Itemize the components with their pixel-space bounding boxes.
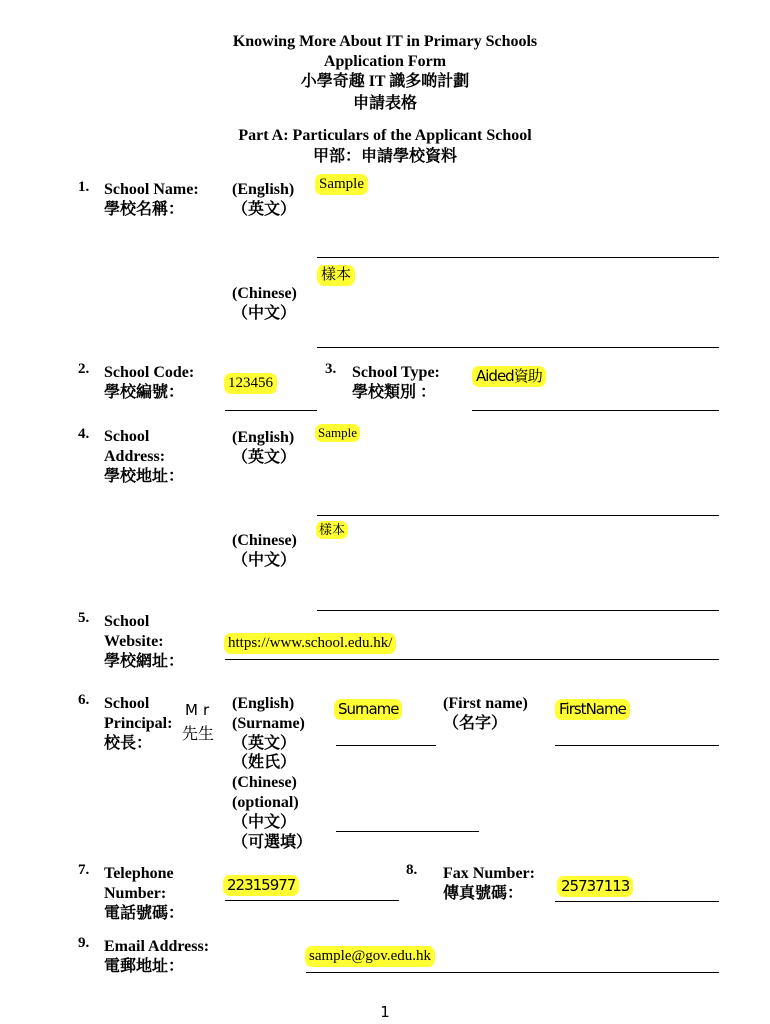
q5-label-en-2: Website:	[104, 633, 164, 650]
q9-number: 9.	[78, 935, 90, 951]
q6-first-name-label	[443, 694, 528, 734]
q4-label-zh: 學校地址：	[104, 468, 185, 485]
q7-label	[104, 864, 184, 924]
q9-label-zh: 電郵地址：	[104, 958, 185, 975]
q4-number: 4.	[78, 426, 90, 442]
q6-label-en-1: School	[104, 695, 150, 712]
q7-number: 7.	[78, 862, 90, 878]
form-title-en: Knowing More About IT in Primary Schools	[232, 33, 538, 50]
q4-label	[104, 427, 184, 487]
q6-chinese-label-zh: （中文）	[232, 813, 297, 831]
q1-label	[104, 180, 199, 220]
part-heading-zh: 甲部：申請學校資料	[312, 148, 457, 165]
q8-number: 8.	[406, 862, 418, 878]
q6-surname-label: (Surname)	[232, 714, 305, 732]
q6-optional-label: (optional)	[232, 793, 299, 811]
school-type-value[interactable]: Aided資助	[472, 366, 546, 387]
q4-chinese-label-en: (Chinese)	[232, 532, 297, 549]
q1-english-label	[232, 180, 296, 220]
principal-chinese-name-field[interactable]	[336, 831, 479, 832]
page-number: 1	[380, 1003, 390, 1021]
q6-chinese-label: (Chinese)	[232, 774, 297, 792]
q4-english-label	[232, 428, 296, 468]
q1-chinese-label-zh: （中文）	[232, 305, 297, 322]
q1-label-zh: 學校名稱：	[104, 201, 185, 218]
q6-english-label-zh: （英文）	[232, 734, 297, 752]
school-address-chinese-value[interactable]: 樣本	[316, 521, 348, 539]
telephone-value[interactable]: 22315977	[223, 875, 299, 896]
school-address-chinese-field[interactable]	[317, 610, 719, 611]
school-website-field[interactable]	[225, 659, 719, 660]
principal-surname-field[interactable]	[336, 745, 436, 746]
q2-label-zh: 學校編號：	[104, 384, 185, 401]
q5-number: 5.	[78, 610, 90, 626]
part-heading-en: Part A: Particulars of the Applicant School	[238, 127, 532, 144]
school-code-value[interactable]: 123456	[224, 373, 277, 394]
q6-number: 6.	[78, 692, 90, 708]
q5-label-en-1: School	[104, 613, 150, 630]
q3-label-en: School Type:	[352, 364, 440, 381]
fax-field[interactable]	[555, 901, 719, 902]
q3-number: 3.	[325, 361, 337, 377]
q6-label	[104, 694, 172, 754]
principal-first-name-field[interactable]	[555, 745, 719, 746]
email-value[interactable]: sample@gov.edu.hk	[305, 946, 435, 967]
q9-label-en: Email Address:	[104, 938, 210, 955]
q6-first-name-label-zh: （名字）	[443, 715, 508, 732]
school-code-field[interactable]	[225, 410, 317, 411]
q1-number: 1.	[78, 179, 90, 195]
q8-label	[443, 864, 535, 904]
q4-chinese-label-zh: （中文）	[232, 552, 297, 569]
q1-chinese-label	[232, 284, 297, 324]
q2-label-en: School Code:	[104, 364, 195, 381]
principal-first-name-value[interactable]: FirstName	[555, 699, 630, 720]
school-website-value[interactable]: https://www.school.edu.hk/	[224, 633, 396, 654]
principal-title-zh: 先生	[182, 726, 215, 743]
q7-label-en-1: Telephone	[104, 865, 174, 882]
q6-english-label: (English)	[232, 695, 295, 712]
q4-label-en-2: Address:	[104, 448, 166, 465]
school-address-english-field[interactable]	[317, 515, 719, 516]
principal-surname-value[interactable]: Surname	[334, 699, 402, 720]
q6-optional-label-zh: （可選填）	[232, 833, 313, 851]
q1-english-label-zh: （英文）	[232, 201, 297, 218]
q6-first-name-label-en: (First name)	[443, 695, 528, 712]
q5-label	[104, 612, 184, 672]
q6-label-zh: 校長：	[104, 735, 153, 752]
q9-label	[104, 937, 209, 977]
q5-label-zh: 學校網址：	[104, 653, 185, 670]
school-name-english-value[interactable]: Sample	[315, 174, 368, 195]
school-name-chinese-field[interactable]	[317, 347, 719, 348]
q3-label	[352, 363, 440, 403]
form-title-zh: 小學奇趣 IT 識多啲計劃	[300, 73, 470, 90]
form-subtitle-en: Application Form	[323, 53, 447, 70]
telephone-field[interactable]	[225, 900, 399, 901]
school-name-chinese-value[interactable]: 樣本	[317, 265, 355, 286]
form-subtitle-zh: 申請表格	[352, 95, 417, 112]
q4-chinese-label	[232, 531, 297, 571]
school-type-field[interactable]	[472, 410, 719, 411]
school-name-english-field[interactable]	[317, 257, 719, 258]
q8-label-en: Fax Number:	[443, 865, 535, 882]
q7-label-en-2: Number:	[104, 885, 167, 902]
q6-name-labels	[232, 694, 312, 852]
school-address-english-value[interactable]: Sample	[315, 424, 360, 442]
q1-label-en: School Name:	[104, 181, 199, 198]
q6-label-en-2: Principal:	[104, 715, 173, 732]
q4-english-label-zh: （英文）	[232, 449, 297, 466]
q1-chinese-label-en: (Chinese)	[232, 285, 297, 302]
q3-label-zh: 學校類別 ：	[352, 384, 437, 401]
q4-label-en-1: School	[104, 428, 150, 445]
principal-title-en: Mr	[185, 701, 215, 719]
email-field[interactable]	[306, 972, 719, 973]
q8-label-zh: 傳真號碼：	[443, 885, 524, 902]
q2-number: 2.	[78, 361, 90, 377]
fax-value[interactable]: 25737113	[557, 876, 633, 897]
q6-surname-label-zh: （姓氏）	[232, 754, 297, 772]
q7-label-zh: 電話號碼：	[104, 905, 185, 922]
q1-english-label-en: (English)	[232, 181, 295, 198]
q4-english-label-en: (English)	[232, 429, 295, 446]
q2-label	[104, 363, 194, 403]
